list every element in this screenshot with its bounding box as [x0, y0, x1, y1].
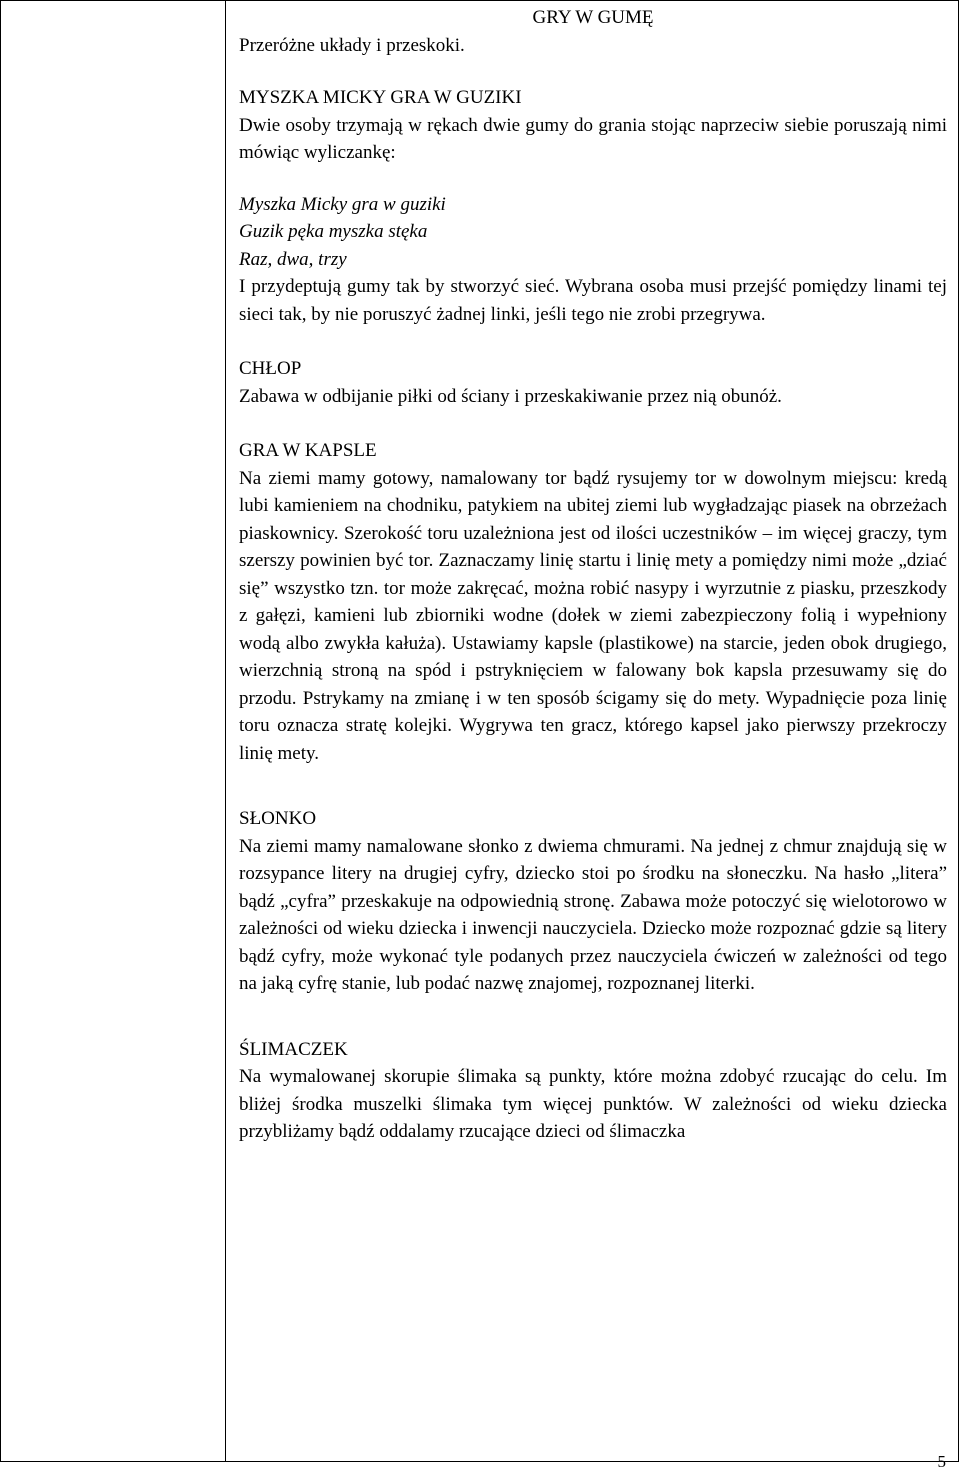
section-body: Na wymalowanej skorupie ślimaka są punkty, które można zdobyć rzucając do celu. Im bliżej środka muszelki ślimaka tym więcej punktów. W zależności od wieku dziecka przybliżamy bądź oddalamy rzucające dzieci od ślimaczka — [239, 1066, 947, 1142]
section-body: Na ziemi mamy namalowane słonko z dwiema chmurami. Na jednej z chmur znajdują się w rozsypance litery na drugiej cyfry, dziecko stoi po środku na słoneczku. Na hasło „litera” bądź „cyfra” przeskakuje na odpowiednią stronę. Zabawa może potoczyć się wielotorowo w zależności od wieku dziecka i inwencji nauczyciela. Dziecko może rozpoznać gdzie są litery bądź cyfry, może wykonać tyle podanych przez nauczyciela ćwiczeń w zależności od tego na jaką cyfrę stanie, lub podać nazwę znajomej, rozpoznanej literki. — [239, 835, 947, 994]
rhyme-line: Guzik pęka myszka stęka — [239, 221, 428, 242]
section-kapsle — [239, 437, 947, 767]
section-heading: MYSZKA MICKY GRA W GUZIKI — [239, 87, 522, 108]
table-column-divider — [225, 0, 226, 1462]
section-slimaczek — [239, 1036, 947, 1146]
section-heading: CHŁOP — [239, 358, 302, 379]
content-column — [239, 4, 947, 1146]
section-intro: Dwie osoby trzymają w rękach dwie gumy do grania stojąc naprzeciw siebie poruszają nimi mówiąc wyliczankę: — [239, 114, 947, 163]
section-slonko — [239, 805, 947, 998]
section-heading: SŁONKO — [239, 808, 317, 829]
rhyme-line: Raz, dwa, trzy — [239, 248, 347, 270]
page-number: 5 — [937, 1452, 946, 1471]
section-body: Zabawa w odbijanie piłki od ściany i przeskakiwanie przez nią obunóż. — [239, 385, 782, 407]
rhyme-line: Myszka Micky gra w guziki — [239, 193, 446, 215]
rhyme — [239, 191, 947, 274]
section-body: I przydeptują gumy tak by stworzyć sieć. Wybrana osoba musi przejść pomiędzy linami tej sieci tak, by nie poruszyć żadnej linki, jeśli tego nie zrobi przegrywa. — [239, 276, 947, 325]
section-myszka — [239, 84, 947, 328]
document-subtitle: Przeróżne układy i przeskoki. — [239, 35, 465, 56]
table-border-left — [0, 0, 1, 1462]
table-border-bottom — [0, 1461, 959, 1462]
section-heading: GRA W KAPSLE — [239, 440, 377, 461]
document-header — [239, 4, 947, 56]
document-title: GRY W GUMĘ — [532, 7, 654, 28]
section-heading: ŚLIMACZEK — [239, 1038, 348, 1060]
table-border-right — [958, 0, 959, 1462]
section-body: Na ziemi mamy gotowy, namalowany tor bądź rysujemy tor w dowolnym miejscu: kredą lubi kamieniem na chodniku, patykiem na ubitej ziemi lub wygładzając piasek na obrzeżach piaskownicy. Szerokość toru uzależniona jest od ilości uczestników – im więcej graczy, tym szerszy powinien być tor. Zaznaczamy linię startu i linię mety a pomiędzy nimi może „dziać się” wszystko tzn. tor może zakręcać, można robić nasypy i wyrzutnie z piasku, przeszkody z gałęzi, kamieni lub zbiorniki wodne (dołek w ziemi zabezpieczony folią i wypełniony wodą albo zwykła kałuża). Ustawiamy kapsle (plastikowe) na starcie, jeden obok drugiego, wierzchnią stroną na spód i pstryknięciem w falowany bok kapsla przesuwamy się do przodu. Pstrykamy na zmianę i w ten sposób ścigamy się do mety. Wypadnięcie poza linię toru oznacza stratę kolejki. Wygrywa ten gracz, którego kapsel jako pierwszy przekroczy linię mety. — [239, 467, 947, 764]
table-border-top — [0, 0, 959, 1]
section-chlop — [239, 355, 947, 410]
